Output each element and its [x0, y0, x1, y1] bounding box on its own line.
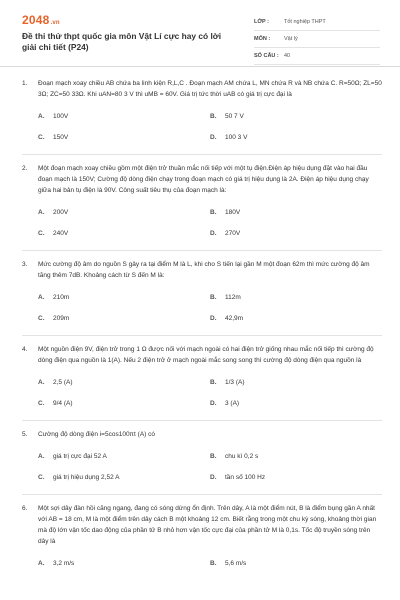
option-label: A. — [38, 294, 45, 301]
question-number: 3. — [22, 261, 28, 268]
option-label: B. — [210, 209, 217, 216]
option-label: C. — [38, 315, 45, 322]
option-text: 3,2 m/s — [53, 560, 75, 567]
option-text: giá trị hiệu dụng 2,52 A — [53, 474, 120, 481]
option-d[interactable] — [210, 315, 382, 322]
option-text: 210m — [53, 294, 70, 301]
meta-key: SỐ CÂU : — [254, 53, 279, 59]
option-text: 9/4 (A) — [53, 400, 73, 407]
question-text: Một đoạn mạch xoay chiều gồm một điện trở thuần mắc nối tiếp với một tụ điện.Điện áp hiệu dụng đặt vào hai đầu đoạn mạch là 150V; Cường độ dòng điện chạy trong đoạn mạch có giá trị hiệu dụng là 2A. Điện áp hiệu dụng chạy giữa hai bản tụ điện là 90V. Công suất tiêu thụ của đoạn mạch là: — [38, 165, 369, 194]
option-a[interactable] — [38, 294, 210, 301]
option-d[interactable] — [210, 230, 382, 237]
site-logo[interactable] — [22, 13, 60, 27]
question-5 — [22, 429, 382, 488]
option-label: A. — [38, 379, 45, 386]
question-number: 2. — [22, 165, 28, 172]
header — [0, 0, 400, 67]
option-label: C. — [38, 400, 45, 407]
option-a[interactable] — [38, 379, 210, 386]
option-text: 150V — [53, 134, 69, 141]
option-b[interactable] — [210, 453, 382, 460]
question-number: 1. — [22, 80, 28, 87]
option-label: C. — [38, 230, 45, 237]
option-c[interactable] — [38, 315, 210, 322]
question-2 — [22, 163, 382, 244]
option-a[interactable] — [38, 113, 210, 120]
option-label: A. — [38, 113, 45, 120]
logo-suffix: .vn — [50, 20, 60, 26]
option-a[interactable] — [38, 209, 210, 216]
option-label: C. — [38, 134, 45, 141]
option-label: A. — [38, 453, 45, 460]
divider — [22, 335, 382, 336]
question-list — [0, 78, 400, 574]
meta-row-subject — [254, 31, 380, 48]
option-label: B. — [210, 379, 217, 386]
question-number: 5. — [22, 431, 28, 438]
option-text: chu kì 0,2 s — [225, 453, 259, 460]
answer-options — [38, 287, 382, 329]
option-label: D. — [210, 315, 217, 322]
logo-text: 2048 — [22, 13, 50, 27]
question-text: Mức cường độ âm do nguồn S gây ra tại điểm M là L, khi cho S tiến lại gần M một đoạn 62m thì mức cường độ âm tăng thêm 7dB. Khoảng cách từ S đến M là: — [38, 261, 370, 279]
answer-options — [38, 202, 382, 244]
answer-options — [38, 553, 382, 574]
option-text: 42,9m — [225, 315, 244, 322]
option-d[interactable] — [210, 134, 382, 141]
option-text: 5,6 m/s — [225, 560, 247, 567]
document-title: Đề thi thử thpt quốc gia môn Vật Lí cực hay có lời giải chi tiết (P24) — [22, 31, 222, 52]
question-text: Một sợi dây đàn hồi căng ngang, đang có sóng dừng ổn định. Trên dây, A là một điểm nút, B là điểm bụng gần A nhất với AB = 18 cm, M là một điểm trên dây cách B một khoảng 12 cm. Biết rằng trong một chu kỳ sóng, khoảng thời gian mà độ lớn vận tốc dao động của phần tử B nhỏ hơn vận tốc cực đại của phần tử M là 0,1s. Tốc độ truyền sóng trên dây là — [38, 505, 377, 545]
answer-options — [38, 106, 382, 148]
answer-options — [38, 446, 382, 488]
question-text: Cường độ dòng điện i=5cos100πt (A) có — [38, 431, 155, 438]
option-d[interactable] — [210, 400, 382, 407]
meta-table — [254, 14, 380, 65]
divider — [22, 154, 382, 155]
option-label: B. — [210, 113, 217, 120]
question-number: 6. — [22, 505, 28, 512]
option-label: B. — [210, 453, 217, 460]
option-text: 100 3 V — [225, 134, 248, 141]
option-text: 209m — [53, 315, 70, 322]
option-label: D. — [210, 230, 217, 237]
option-label: A. — [38, 560, 45, 567]
question-text: Đoạn mạch xoay chiều AB chứa ba linh kiện R,L,C . Đoạn mạch AM chứa L, MN chứa R và NB chứa C. R=50Ω; ZL=50 3Ω; ZC=50 33Ω. Khi uAN=80 3 V thì uMB = 60V. Giá trị tức thời uAB có giá trị cực đại là — [38, 80, 382, 98]
option-label: D. — [210, 134, 217, 141]
divider — [22, 250, 382, 251]
option-label: C. — [38, 474, 45, 481]
divider — [22, 420, 382, 421]
question-number: 4. — [22, 346, 28, 353]
option-text: 180V — [225, 209, 241, 216]
meta-value: Tốt nghiệp THPT — [284, 19, 326, 25]
option-text: 1/3 (A) — [225, 379, 245, 386]
option-b[interactable] — [210, 113, 382, 120]
option-b[interactable] — [210, 379, 382, 386]
option-a[interactable] — [38, 453, 210, 460]
option-text: 100V — [53, 113, 69, 120]
option-c[interactable] — [38, 230, 210, 237]
option-text: tần số 100 Hz — [225, 474, 266, 481]
question-1 — [22, 78, 382, 148]
option-b[interactable] — [210, 209, 382, 216]
option-c[interactable] — [38, 474, 210, 481]
option-text: 270V — [225, 230, 241, 237]
option-text: 240V — [53, 230, 69, 237]
meta-row-grade — [254, 14, 380, 31]
option-text: 50 7 V — [225, 113, 244, 120]
option-text: giá trị cực đại 52 A — [53, 453, 107, 460]
meta-row-count — [254, 48, 380, 65]
option-b[interactable] — [210, 560, 382, 567]
meta-value: Vật lý — [284, 36, 298, 42]
answer-options — [38, 372, 382, 414]
meta-key: MÔN : — [254, 36, 271, 42]
question-6 — [22, 503, 382, 574]
option-label: A. — [38, 209, 45, 216]
option-text: 3 (A) — [225, 400, 240, 407]
meta-value: 40 — [284, 53, 291, 59]
option-text: 2,5 (A) — [53, 379, 73, 386]
option-text: 200V — [53, 209, 69, 216]
option-c[interactable] — [38, 400, 210, 407]
option-a[interactable] — [38, 560, 210, 567]
option-label: D. — [210, 474, 217, 481]
option-b[interactable] — [210, 294, 382, 301]
option-label: B. — [210, 294, 217, 301]
question-3 — [22, 259, 382, 329]
meta-key: LỚP : — [254, 19, 269, 25]
question-4 — [22, 344, 382, 414]
divider — [22, 494, 382, 495]
question-text: Một nguồn điện 9V, điện trở trong 1 Ω được nối với mạch ngoài có hai điện trở giống nhau mắc nối tiếp thì cường độ dòng điện qua nguồn là 1(A). Nếu 2 điện trở ở mạch ngoài mắc song song thì cường độ dòng điện qua nguồn là — [38, 346, 374, 364]
option-label: D. — [210, 400, 217, 407]
option-label: B. — [210, 560, 217, 567]
option-d[interactable] — [210, 474, 382, 481]
option-text: 112m — [225, 294, 241, 301]
option-c[interactable] — [38, 134, 210, 141]
